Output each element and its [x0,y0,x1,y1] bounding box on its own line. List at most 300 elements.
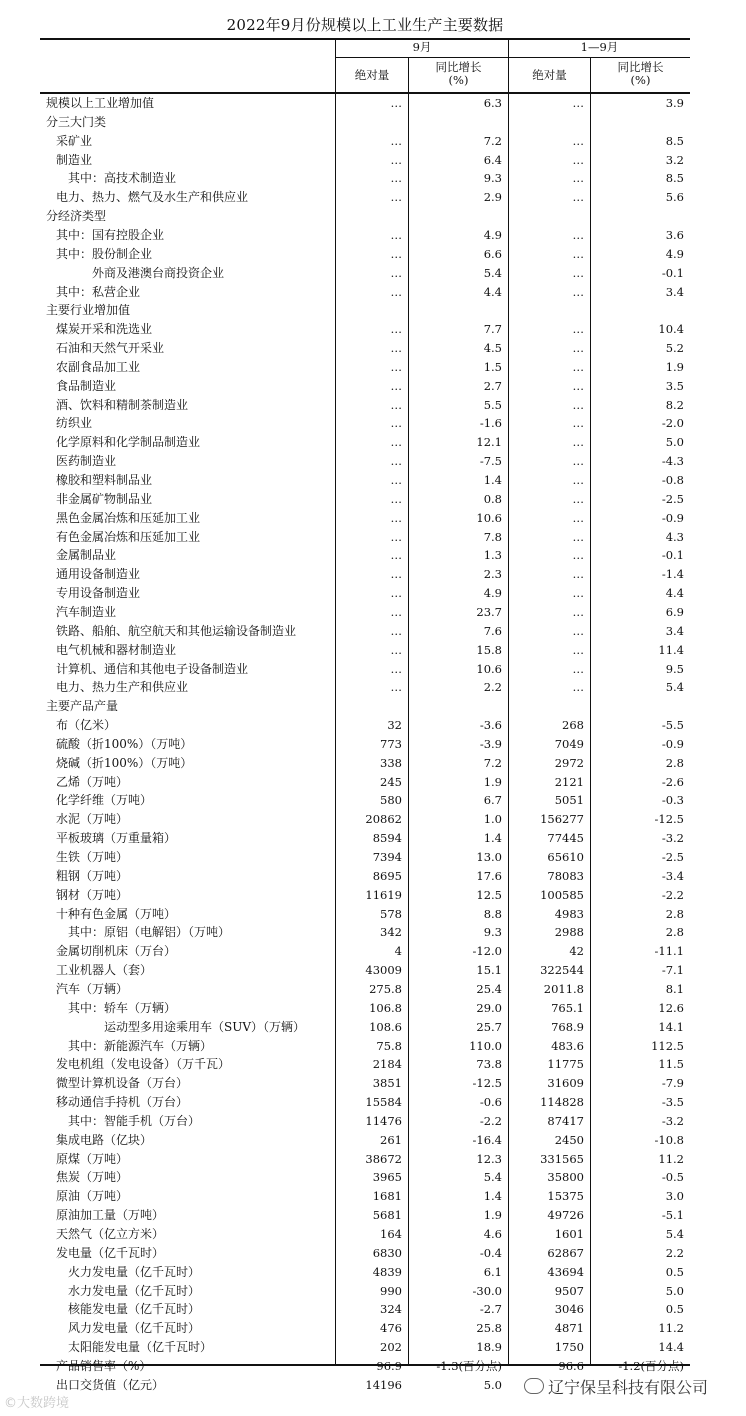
sep-absolute-cell [336,1357,402,1376]
row-label: 非金属矿物制品业 [56,491,153,506]
table-row [40,603,690,622]
sep-absolute-cell: 6830 [372,1245,402,1260]
row-label: 其中：国有控股企业 [56,227,165,242]
ytd-yoy-cell: 5.2 [665,341,684,356]
table-row [40,1300,690,1319]
sep-absolute-cell: … [390,510,402,525]
ytd-yoy-cell: -5.5 [661,718,684,733]
sep-absolute-cell: 108.6 [369,1019,402,1034]
row-label: 通用设备制造业 [56,567,141,582]
ytd-yoy-cell: 3.2 [665,152,684,167]
sep-yoy-cell: 5.4 [483,1170,502,1185]
table-row [40,452,690,471]
sep-yoy-cell: 7.7 [483,322,502,337]
table-row [40,283,690,302]
table-row [40,113,690,132]
sep-yoy-cell [410,1357,502,1376]
sep-absolute-cell: … [390,96,402,110]
ytd-absolute-cell: 78083 [547,868,584,883]
ytd-absolute-cell: … [572,623,584,638]
ytd-absolute-cell: 483.6 [551,1038,584,1053]
row-label: 集成电路（亿块） [56,1132,153,1147]
row-label: 其中：新能源汽车（万辆） [68,1038,213,1053]
ytd-absolute-cell: … [572,567,584,582]
sep-yoy-cell: 4.6 [483,1227,502,1241]
row-label: 化学原料和化学制品制造业 [56,435,201,450]
sep-yoy-cell: 2.9 [483,190,502,205]
sep-yoy-cell: 1.4 [483,473,502,487]
row-label: 计算机、通信和其他电子设备制造业 [56,661,249,676]
ytd-absolute-cell: … [572,341,584,356]
ytd-yoy-cell: 2.8 [665,906,684,921]
ytd-yoy-cell: 5.6 [665,190,684,205]
sep-absolute-cell: … [390,567,402,582]
sep-absolute-cell: … [390,529,402,544]
ytd-yoy-cell: -0.5 [661,1170,684,1185]
table-row [40,622,690,641]
sep-absolute-cell: 32 [387,718,402,733]
table-row [40,1338,690,1357]
sep-absolute-cell: … [390,642,402,657]
ytd-absolute-cell: 5051 [554,793,584,808]
ytd-yoy-cell: -7.1 [661,963,684,978]
ytd-absolute-cell: 49726 [547,1208,584,1223]
table-row [40,546,690,565]
ytd-absolute-cell: … [572,322,584,337]
table-row [40,433,690,452]
ytd-absolute-cell: 87417 [547,1113,584,1128]
table-row [40,660,690,679]
ytd-absolute-cell: … [572,454,584,469]
ytd-yoy-cell: -0.9 [661,510,684,525]
table-row [40,773,690,792]
sep-yoy-cell: 73.8 [476,1057,502,1072]
ytd-yoy-cell: -0.1 [661,548,684,563]
ytd-absolute-cell: … [572,265,584,280]
sep-absolute-cell: … [390,265,402,280]
table-row [40,396,690,415]
table-row [40,999,690,1018]
row-label: 焦炭（万吨） [56,1170,129,1185]
ytd-absolute-cell: 2972 [554,755,584,770]
sep-yoy-cell: 1.4 [483,831,502,846]
ytd-yoy-cell: 0.5 [665,1264,684,1279]
sep-yoy-cell: 7.8 [483,529,502,544]
ytd-absolute-cell: … [572,378,584,393]
sep-yoy-cell: 25.7 [476,1019,502,1034]
row-label: 规模以上工业增加值 [46,96,155,110]
sep-absolute-cell: 275.8 [369,981,402,996]
ytd-yoy-cell: -4.3 [661,454,684,469]
sep-absolute-cell: … [390,435,402,450]
sep-yoy-cell: 5.4 [483,265,502,280]
table-row [40,226,690,245]
table-row [40,1225,690,1244]
row-label: 金属切削机床（万台） [56,944,177,959]
row-label: 移动通信手持机（万台） [56,1095,189,1110]
sep-yoy-cell: 4.9 [483,227,502,242]
ytd-absolute-cell: 1601 [554,1227,584,1241]
sep-absolute-cell: 15584 [365,1095,402,1110]
sep-absolute-cell: 245 [380,774,402,789]
ytd-absolute-cell: 3046 [554,1302,584,1317]
sep-yoy-cell: 6.6 [483,246,502,261]
table-row [40,151,690,170]
row-label: 其中：智能手机（万台） [68,1113,201,1128]
ytd-absolute-cell: 35800 [547,1170,584,1185]
sep-yoy-cell: 18.9 [476,1340,502,1355]
table-row [40,584,690,603]
table-row [40,942,690,961]
sep-yoy-cell: 23.7 [476,604,502,619]
table-row [40,245,690,264]
row-label: 硫酸（折100%）（万吨） [56,736,193,751]
ytd-absolute-cell: 2121 [554,774,584,789]
row-label: 工业机器人（套） [56,963,153,978]
ytd-absolute-cell: … [572,491,584,506]
sep-yoy-cell: 10.6 [476,661,502,676]
row-label: 主要行业增加值 [46,303,131,318]
ytd-yoy-cell: 6.9 [665,604,684,619]
table-row [40,301,690,320]
ytd-absolute-cell: 42 [569,944,584,959]
ytd-absolute-cell: … [572,473,584,487]
ytd-yoy-cell: 3.6 [665,227,684,242]
row-label: 汽车（万辆） [56,981,129,996]
row-label: 采矿业 [56,133,93,148]
ytd-absolute-cell: … [572,133,584,148]
table-row [40,320,690,339]
row-label: 水力发电量（亿千瓦时） [68,1283,201,1298]
ytd-yoy-cell: 112.5 [651,1038,684,1053]
table-row [40,490,690,509]
table-row [40,754,690,773]
table-row [40,1074,690,1093]
ytd-yoy-cell: 10.4 [658,322,684,337]
sep-absolute-cell: 578 [380,906,402,921]
sep-absolute-cell: … [390,604,402,619]
ytd-absolute-cell: 268 [562,718,584,733]
header-yoy-sep [409,61,508,87]
sep-absolute-cell: 11619 [365,887,402,902]
row-label: 其中：高技术制造业 [68,171,177,186]
sep-yoy-cell: 2.7 [483,378,502,393]
sep-absolute-cell: … [390,397,402,412]
table-row [40,1244,690,1263]
table-row [40,471,690,490]
ytd-yoy-cell: -0.1 [661,265,684,280]
sep-yoy-cell: 1.4 [483,1189,502,1204]
sep-yoy-cell: 12.1 [476,435,502,450]
sep-absolute-cell: … [390,152,402,167]
row-label: 石油和天然气开采业 [56,341,165,356]
ytd-absolute-cell: 4871 [554,1321,584,1336]
ytd-yoy-cell: 11.2 [658,1321,684,1336]
sep-absolute-cell: … [390,246,402,261]
sep-absolute-cell: … [390,227,402,242]
ytd-yoy-cell: -0.3 [661,793,684,808]
ytd-yoy-cell: 12.6 [658,1000,684,1015]
ytd-absolute-cell: 156277 [540,812,584,827]
sep-yoy-cell: -3.9 [479,736,502,751]
sep-yoy-cell: 12.5 [476,887,502,902]
sep-yoy-cell: 0.8 [483,491,502,506]
sep-absolute-cell: 202 [380,1340,402,1355]
ytd-yoy-cell: 8.5 [665,133,684,148]
sep-yoy-cell: -0.4 [479,1245,502,1260]
sep-absolute-cell: 324 [380,1302,402,1317]
row-label: 生铁（万吨） [56,850,129,864]
row-label: 水泥（万吨） [56,812,129,827]
sep-yoy-cell: 7.6 [483,623,502,638]
row-label: 原油（万吨） [56,1189,129,1204]
ytd-absolute-cell: 11775 [547,1057,584,1072]
ytd-yoy-cell: 4.3 [665,529,684,544]
ytd-absolute-cell: … [572,586,584,601]
table-row [40,1112,690,1131]
sep-absolute-cell: … [390,341,402,356]
table-row [40,339,690,358]
row-label: 农副食品加工业 [56,359,141,374]
table-row [40,678,690,697]
row-label: 出口交货值（亿元） [56,1377,165,1392]
table-row [40,980,690,999]
sep-absolute-cell: … [390,133,402,148]
row-label: 其中：私营企业 [56,284,141,299]
ytd-yoy-cell: -1.4 [661,567,684,582]
table-row [40,264,690,283]
ytd-yoy-cell: -2.2 [661,887,684,902]
table-row [40,1018,690,1037]
ytd-yoy-cell: -11.1 [654,944,684,959]
row-label: 原煤（万吨） [56,1151,129,1166]
table-row [40,565,690,584]
ytd-yoy-cell: 2.8 [665,925,684,940]
watermark-right [520,1374,712,1399]
sep-absolute-cell: 11476 [365,1113,402,1128]
ytd-absolute-cell: 2011.8 [543,981,584,996]
sep-absolute-cell: … [390,378,402,393]
ytd-yoy-cell: 3.4 [665,284,684,299]
row-label: 医药制造业 [56,454,117,469]
ytd-yoy-cell: -3.2 [661,831,684,846]
sep-absolute-cell: 342 [380,925,402,940]
ytd-absolute-cell: … [572,246,584,261]
ytd-absolute-cell: 765.1 [551,1000,584,1015]
sep-yoy-cell: 6.1 [483,1264,502,1279]
row-label: 十种有色金属（万吨） [56,906,177,921]
header-absolute-sep: 绝对量 [354,68,390,82]
sep-absolute-cell: 75.8 [376,1038,402,1053]
sep-yoy-cell: -0.6 [479,1095,502,1110]
ytd-yoy-cell: -5.1 [661,1208,684,1223]
ytd-absolute-cell: … [572,529,584,544]
row-label: 分经济类型 [46,209,107,224]
sep-absolute-cell: … [390,171,402,186]
sep-yoy-cell: 1.3 [483,548,502,563]
sep-absolute-cell: … [390,284,402,299]
sep-yoy-cell: -12.0 [472,944,502,959]
row-label: 其中：轿车（万辆） [68,1000,177,1015]
ytd-yoy-cell: 3.4 [665,623,684,638]
table-row [40,716,690,735]
ytd-yoy-cell: 5.4 [665,1227,684,1241]
table-row [40,1168,690,1187]
table-row [40,791,690,810]
ytd-absolute-cell: … [572,661,584,676]
row-label: 橡胶和塑料制品业 [56,473,153,487]
row-label: 制造业 [56,152,93,167]
row-label: 电力、热力生产和供应业 [56,680,189,695]
ytd-absolute-cell: … [572,642,584,657]
row-label: 电气机械和器材制造业 [56,642,177,657]
table-row [40,132,690,151]
table-row [40,1282,690,1301]
table-row [40,169,690,188]
table-row [40,207,690,226]
bottom-rule [40,1364,690,1366]
ytd-yoy-cell: 4.4 [665,586,684,601]
row-label: 酒、饮料和精制茶制造业 [56,397,189,412]
sep-yoy-cell: -2.7 [479,1302,502,1317]
sep-absolute-cell: 5681 [372,1208,402,1223]
sep-absolute-cell: 261 [380,1132,402,1147]
ytd-yoy-cell: 14.1 [658,1019,684,1034]
sep-yoy-cell: 29.0 [476,1000,502,1015]
ytd-yoy-cell: 11.2 [658,1151,684,1166]
sep-yoy-cell: -2.2 [479,1113,502,1128]
sep-absolute-cell: 14196 [365,1377,402,1392]
ytd-absolute-cell: … [572,190,584,205]
header-absolute-ytd: 绝对量 [532,68,567,82]
ytd-absolute-cell: 43694 [547,1264,584,1279]
sep-yoy-cell: 12.3 [476,1151,502,1166]
ytd-absolute-cell: 114828 [540,1095,584,1110]
row-label: 布（亿米） [56,718,117,733]
ytd-yoy-cell: 3.9 [665,96,684,110]
table-row [40,1037,690,1056]
ytd-absolute-cell: … [572,680,584,695]
ytd-absolute-cell: 9507 [554,1283,584,1298]
sep-absolute-cell: 7394 [372,850,402,864]
sep-yoy-cell: 25.4 [476,981,502,996]
row-label: 原油加工量（万吨） [56,1208,165,1223]
sep-yoy-cell: 1.9 [483,1208,502,1223]
row-label: 外商及港澳台商投资企业 [92,265,225,280]
sep-absolute-cell: 1681 [372,1189,402,1204]
wechat-icon [524,1378,544,1394]
row-label: 纺织业 [56,416,93,431]
sep-absolute-cell: … [390,680,402,695]
sep-yoy-cell: 15.1 [476,963,502,978]
sep-absolute-cell: 338 [380,755,402,770]
sep-absolute-cell: … [390,586,402,601]
ytd-yoy-cell: 8.2 [665,397,684,412]
sep-absolute-cell: 2184 [372,1057,402,1072]
table-row [40,1206,690,1225]
row-label: 化学纤维（万吨） [56,793,153,808]
sep-absolute-cell: 8594 [372,831,402,846]
sep-yoy-cell: 15.8 [476,642,502,657]
row-label: 专用设备制造业 [56,586,141,601]
watermark-right-text: 辽宁保呈科技有限公司 [548,1378,709,1397]
ytd-absolute-cell: … [572,416,584,431]
table-row [40,358,690,377]
ytd-yoy-cell: -3.2 [661,1113,684,1128]
ytd-absolute-cell: … [572,510,584,525]
sep-yoy-cell: 6.7 [483,793,502,808]
row-label: 微型计算机设备（万台） [56,1076,189,1091]
row-label: 其中：股份制企业 [56,246,153,261]
ytd-absolute-cell: 1750 [554,1340,584,1355]
page-title: 2022年9月份规模以上工业生产主要数据 [226,16,504,34]
ytd-yoy-cell: 11.5 [658,1057,684,1072]
table-row [40,961,690,980]
ytd-yoy-cell: 3.0 [665,1189,684,1204]
row-label: 金属制品业 [56,548,117,563]
ytd-yoy-cell: -0.8 [661,473,684,487]
sep-yoy-cell: 4.9 [483,586,502,601]
table-row [40,1150,690,1169]
ytd-absolute-cell: … [572,171,584,186]
ytd-yoy-cell: 8.5 [665,171,684,186]
sep-absolute-cell: 580 [380,793,402,808]
ytd-yoy-cell: 11.4 [658,642,684,657]
table-row [40,829,690,848]
sep-yoy-cell: 25.8 [476,1321,502,1336]
sep-yoy-cell: 1.5 [483,359,502,374]
ytd-yoy-cell: -3.4 [661,868,684,883]
sep-yoy-cell: 7.2 [483,755,502,770]
sep-yoy-cell: 1.0 [483,812,502,827]
header-yoy-ytd-label: 同比增长 [617,60,664,74]
sep-absolute-cell: … [390,190,402,205]
header-yoy-ytd-unit: (%) [630,73,651,87]
ytd-absolute-cell: 7049 [554,736,584,751]
row-label: 汽车制造业 [56,604,117,619]
header-september: 9月 [412,40,432,54]
sep-absolute-cell: … [390,661,402,676]
ytd-absolute-cell: … [572,604,584,619]
ytd-yoy-cell: -3.5 [661,1095,684,1110]
sep-yoy-cell: 9.3 [483,925,502,940]
sep-absolute-cell: 773 [380,736,402,751]
ytd-absolute-cell: … [572,548,584,563]
ytd-absolute-cell: … [572,359,584,374]
ytd-absolute-cell: 65610 [547,850,584,864]
ytd-absolute-cell: … [572,284,584,299]
sep-yoy-cell: 13.0 [476,850,502,864]
ytd-absolute-cell: … [572,96,584,110]
ytd-yoy-cell: -7.9 [661,1076,684,1091]
sep-yoy-cell: 4.5 [483,341,502,356]
sep-yoy-cell: 1.9 [483,774,502,789]
watermark-left: ©大数跨境 [4,1396,70,1411]
header-jan-sep: 1—9月 [580,40,619,54]
ytd-yoy-cell: -2.0 [661,416,684,431]
row-label: 火力发电量（亿千瓦时） [68,1264,201,1279]
row-label: 食品制造业 [56,378,117,393]
sep-absolute-cell: … [390,454,402,469]
ytd-yoy-cell: -2.6 [661,774,684,789]
ytd-absolute-cell: 31609 [547,1076,584,1091]
ytd-yoy-cell: 0.5 [665,1302,684,1317]
sep-absolute-cell: … [390,473,402,487]
table-row [40,697,690,716]
table-row [40,188,690,207]
header-yoy-ytd [591,61,690,87]
sep-yoy-cell: 5.5 [483,397,502,412]
